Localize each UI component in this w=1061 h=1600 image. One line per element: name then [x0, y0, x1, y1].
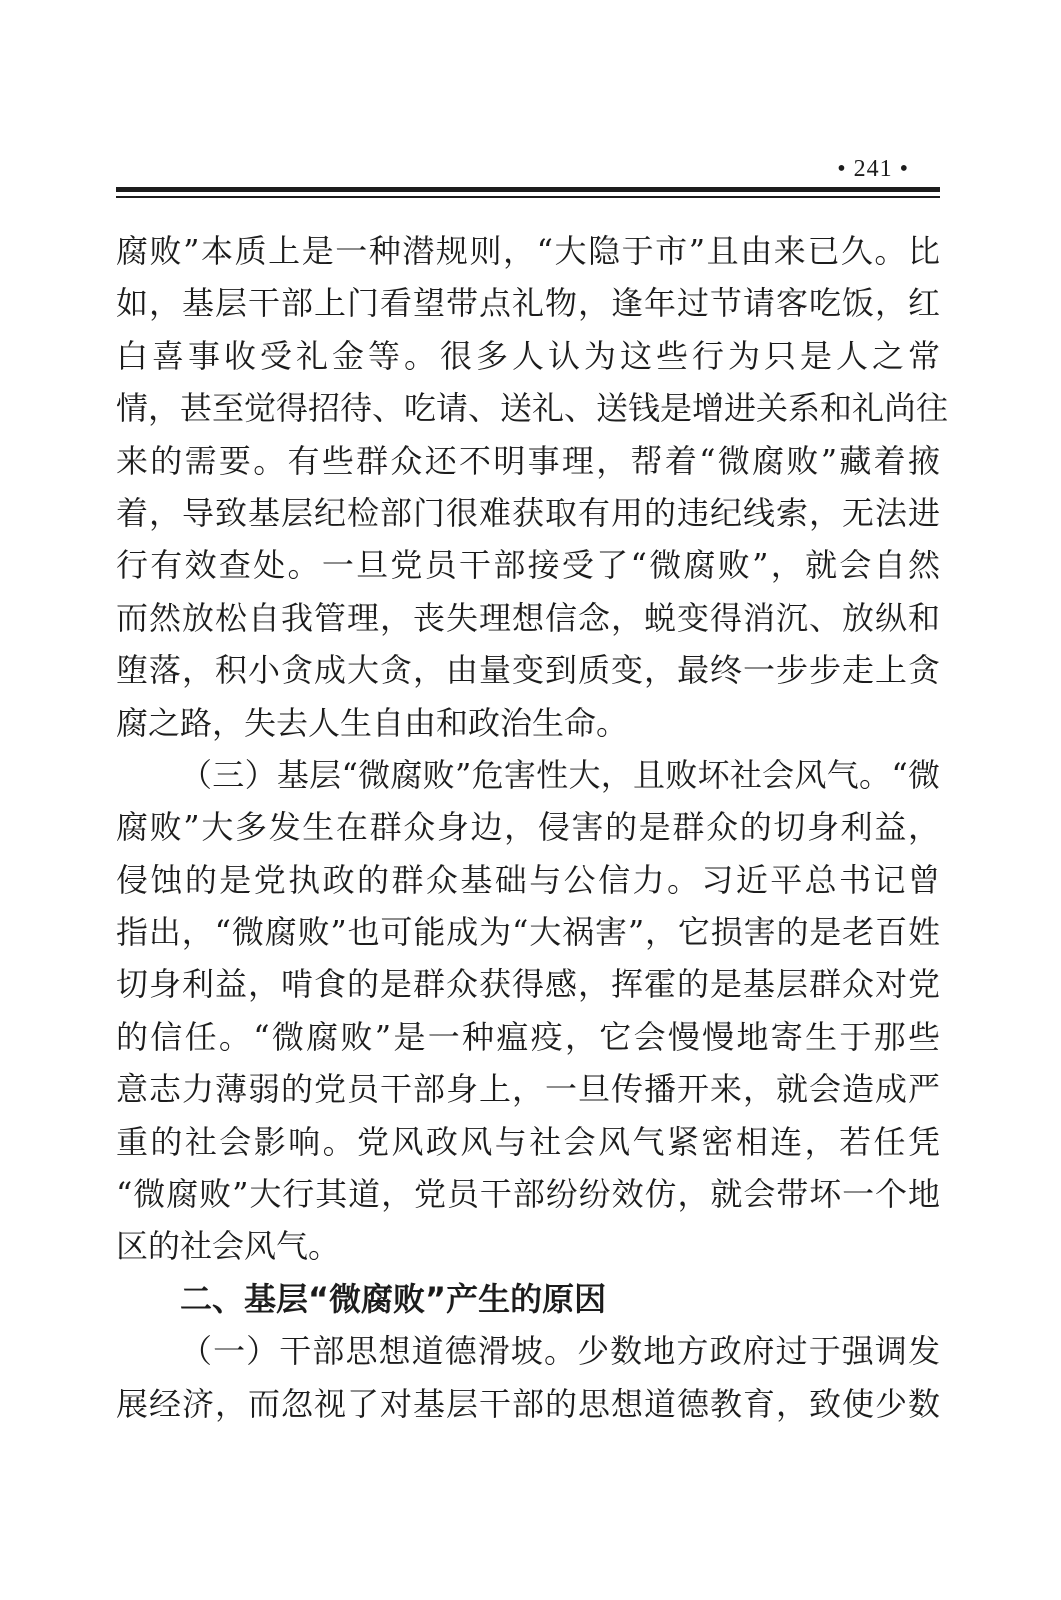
text-line: 腐败”本质上是一种潜规则，“大隐于市”且由来已久。比 — [116, 232, 940, 270]
text-line: 区的社会风气。 — [116, 1227, 341, 1266]
text-line-subheading: （一）干部思想道德滑坡。少数地方政府过于强调发 — [180, 1332, 940, 1371]
text-line: 着，导致基层纪检部门很难获取有用的违纪线索，无法进 — [116, 493, 940, 532]
text-line: 腐之路，失去人生自由和政治生命。 — [116, 703, 629, 742]
text-line: 腐败”大多发生在群众身边，侵害的是群众的切身利益， — [116, 808, 940, 847]
text-line: 展经济，而忽视了对基层干部的思想道德教育，致使少数 — [116, 1384, 940, 1423]
text-line: 意志力薄弱的党员干部身上，一旦传播开来，就会造成严 — [116, 1070, 940, 1109]
text-line: 侵蚀的是党执政的群众基础与公信力。习近平总书记曾 — [116, 860, 940, 899]
text-line: 重的社会影响。党风政风与社会风气紧密相连，若任凭 — [116, 1122, 940, 1161]
section-heading: 二、基层“微腐败”产生的原因 — [180, 1279, 607, 1318]
text-line-subheading: （三）基层“微腐败”危害性大，且败坏社会风气。“微 — [180, 755, 940, 794]
page-number: • 241 • — [837, 156, 909, 182]
text-line: 来的需要。有些群众还不明事理，帮着“微腐败”藏着掖 — [116, 441, 940, 480]
text-line: 行有效查处。一旦党员干部接受了“微腐败”，就会自然 — [116, 546, 940, 585]
text-line: 指出，“微腐败”也可能成为“大祸害”，它损害的是老百姓 — [116, 913, 940, 952]
header-rule-thin — [116, 196, 940, 198]
text-line: 白喜事收受礼金等。很多人认为这些行为只是人之常 — [116, 336, 940, 375]
text-line: 堕落，积小贪成大贪，由量变到质变，最终一步步走上贪 — [116, 651, 940, 690]
text-line: 而然放松自我管理，丧失理想信念，蜕变得消沉、放纵和 — [116, 598, 940, 637]
text-line: 切身利益，啃食的是群众获得感，挥霍的是基层群众对党 — [116, 965, 940, 1004]
body-text — [116, 225, 949, 1430]
text-line: 的信任。“微腐败”是一种瘟疫，它会慢慢地寄生于那些 — [116, 1017, 940, 1056]
text-line: 如，基层干部上门看望带点礼物，逢年过节请客吃饭，红 — [116, 284, 940, 323]
header-rule-thick — [116, 187, 940, 192]
text-line: 情，甚至觉得招待、吃请、送礼、送钱是增进关系和礼尚往 — [116, 389, 949, 428]
text-line: “微腐败”大行其道，党员干部纷纷效仿，就会带坏一个地 — [116, 1175, 940, 1214]
